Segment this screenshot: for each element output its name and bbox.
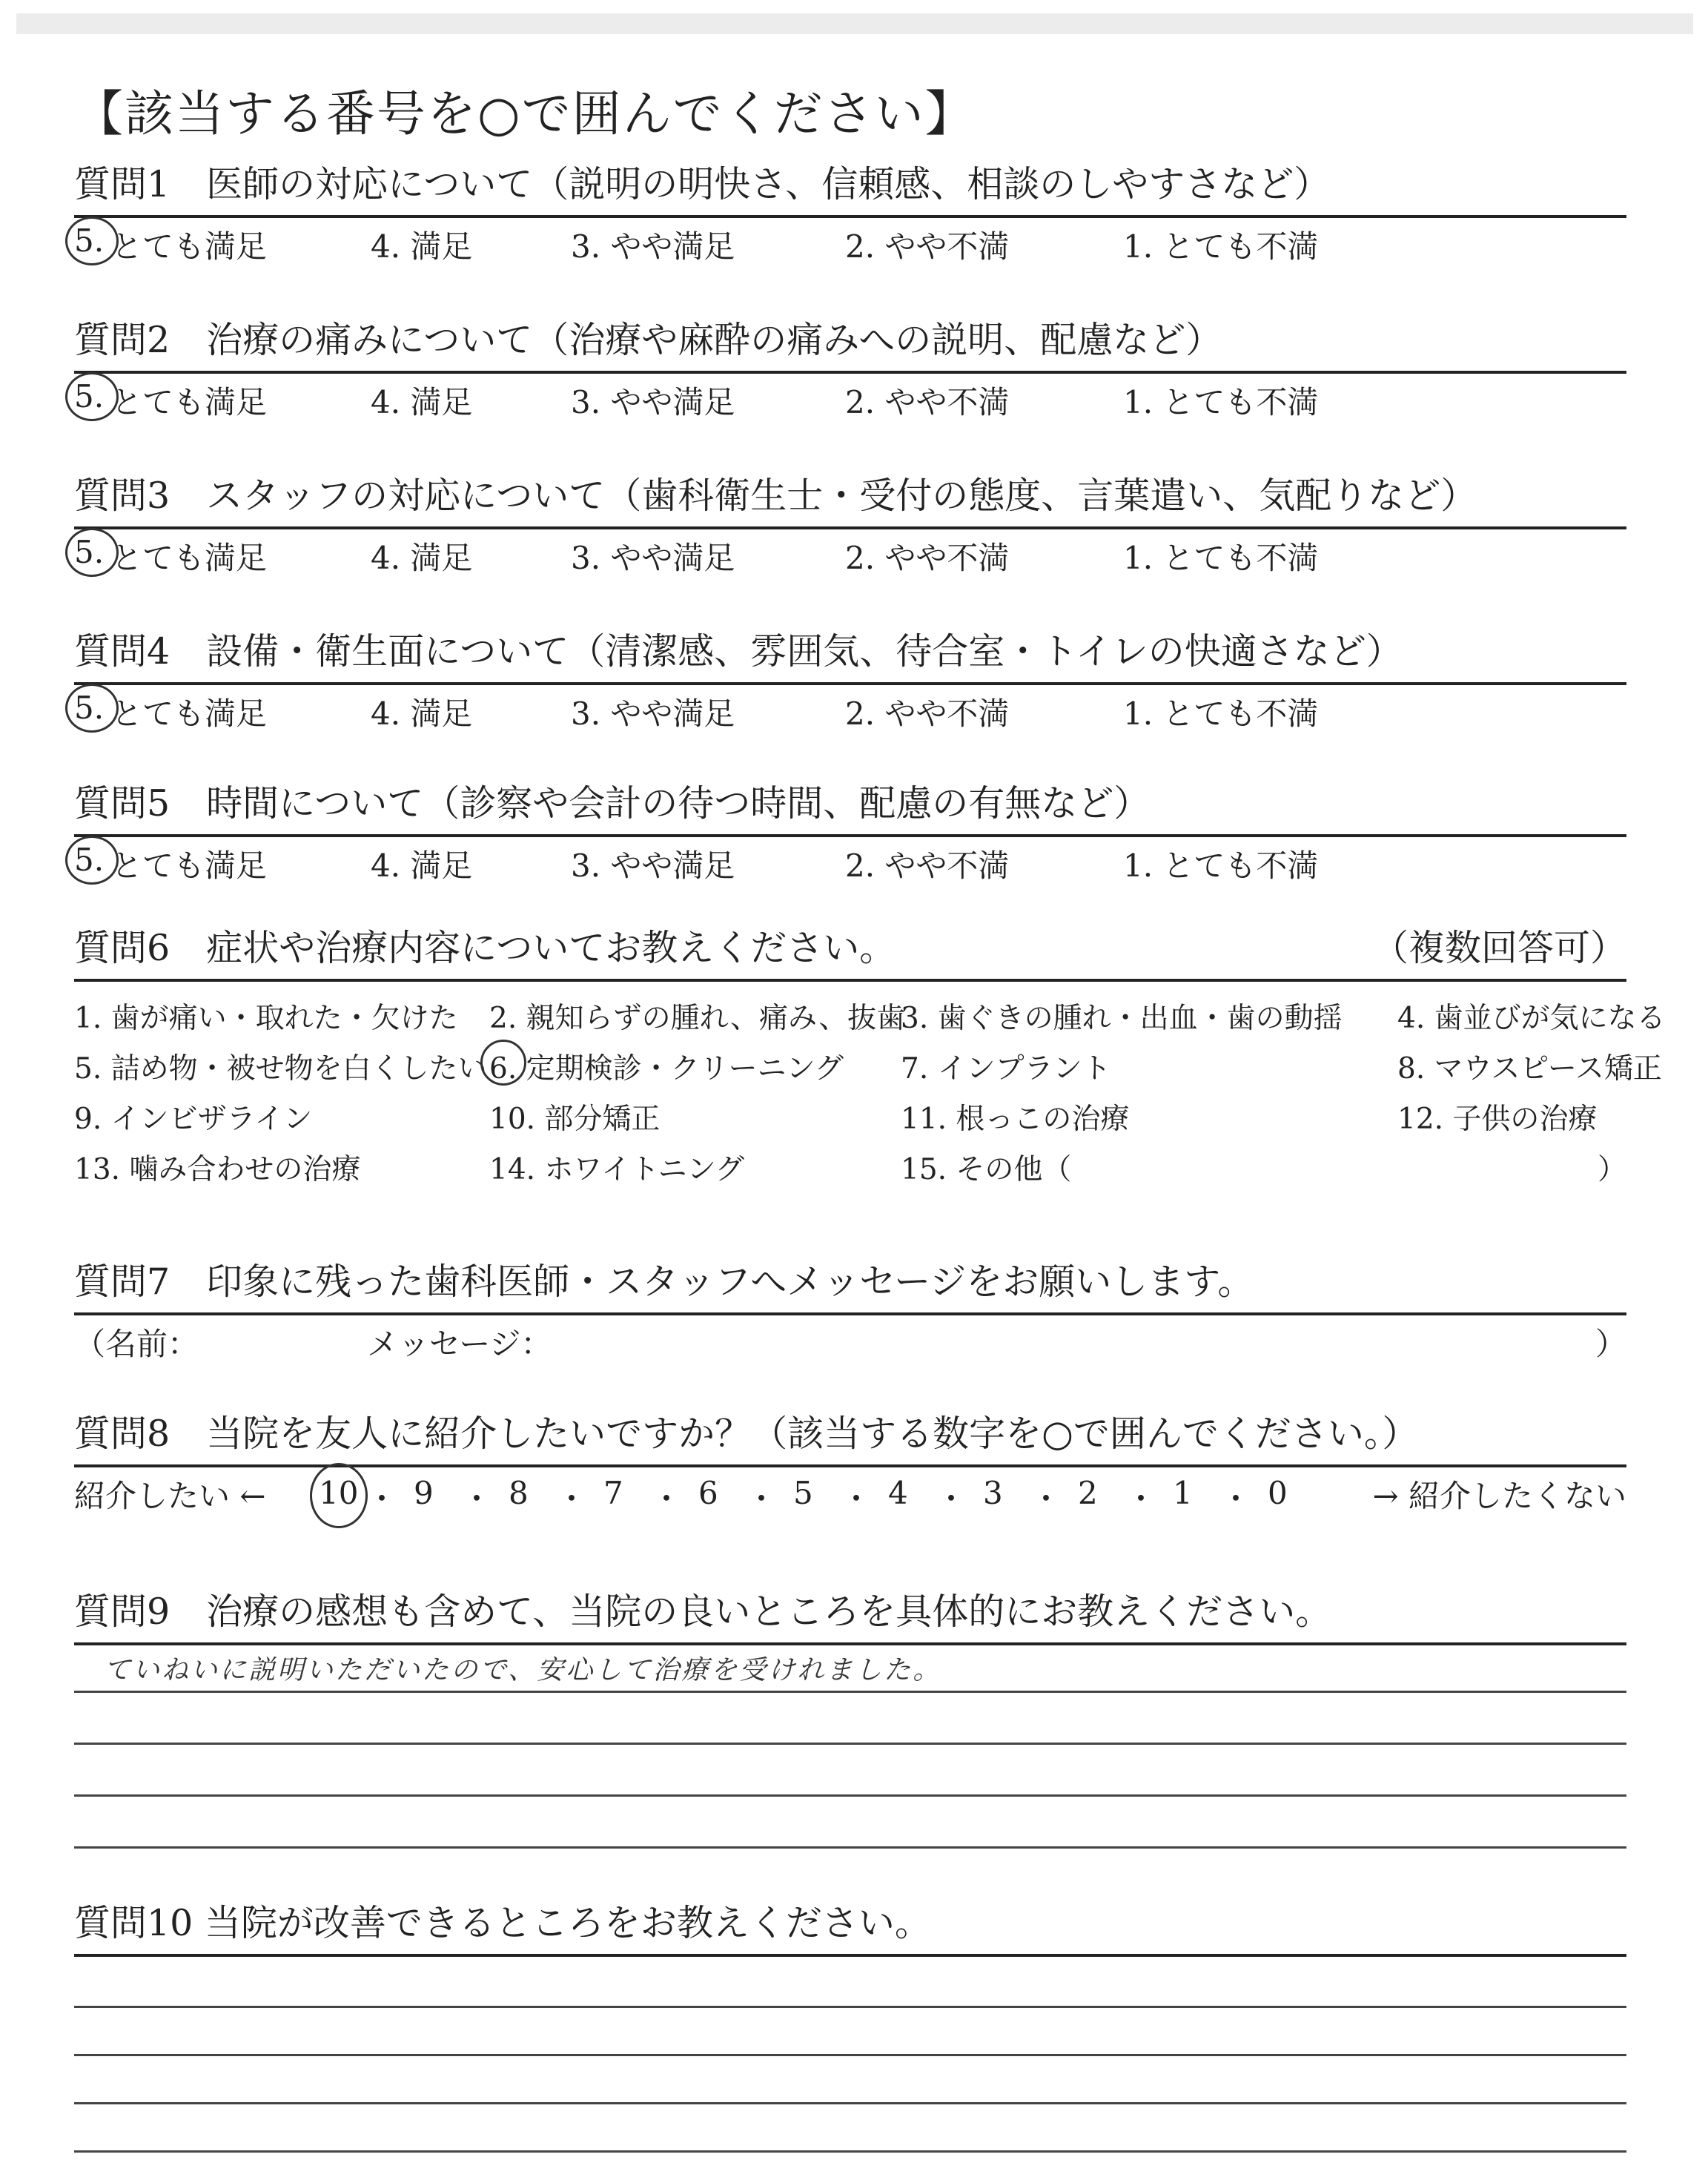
q2-option[interactable]: とても満足 — [111, 384, 268, 420]
q6-option[interactable]: 4. 歯並びが気になる — [1397, 1002, 1666, 1035]
scale-6[interactable]: 6 — [698, 1475, 718, 1511]
q1-option[interactable]: 3. やや満足 — [571, 228, 735, 265]
q6-option[interactable]: 13. 噛み合わせの治療 — [74, 1153, 361, 1186]
q8-right-label: → 紹介したくない — [1372, 1478, 1626, 1514]
scale-separator: ・ — [461, 1481, 493, 1517]
q5-option[interactable]: 1. とても不満 — [1123, 848, 1319, 884]
scale-0[interactable]: 0 — [1268, 1475, 1288, 1511]
q4-option[interactable]: 1. とても不満 — [1123, 696, 1319, 732]
hand-drawn-circle — [65, 684, 119, 733]
q8-left-label: 紹介したい ← — [74, 1478, 266, 1514]
q3-title: 質問3 スタッフの対応について（歯科衛生士・受付の態度、言葉遣い、気配りなど） — [74, 475, 1477, 517]
q8-scale — [74, 1467, 1626, 1527]
q6-note: （複数回答可） — [1371, 927, 1626, 969]
q7-close-paren: ） — [1595, 1326, 1626, 1362]
q4-title: 質問4 設備・衛生面について（清潔感、雰囲気、待合室・トイレの快適さなど） — [74, 630, 1403, 673]
scale-separator: ・ — [841, 1481, 873, 1517]
question-10 — [74, 1895, 1626, 1957]
question-3 — [74, 467, 1626, 581]
q3-heading — [74, 467, 1626, 529]
q6-options-grid — [74, 982, 1666, 1204]
q10-answer-line — [74, 2054, 1626, 2056]
scale-8[interactable]: 8 — [509, 1475, 529, 1511]
q4-options — [74, 685, 1626, 737]
q7-heading — [74, 1253, 1626, 1315]
q3-option[interactable]: とても満足 — [111, 540, 268, 576]
scale-separator: ・ — [936, 1481, 967, 1517]
q6-option[interactable]: 9. インビザライン — [74, 1103, 313, 1136]
q9-handwritten-answer: ていねいに説明いただいたので、安心して治療を受けれました。 — [104, 1655, 942, 1685]
q6-option[interactable]: 6. 定期検診・クリーニング — [489, 1052, 844, 1086]
hand-drawn-circle — [65, 528, 119, 577]
scale-2[interactable]: 2 — [1078, 1475, 1098, 1511]
q2-option[interactable]: 2. やや不満 — [845, 384, 1010, 420]
q1-option[interactable]: とても満足 — [111, 228, 268, 265]
q6-option[interactable]: 14. ホワイトニング — [489, 1153, 744, 1186]
scale-10[interactable]: 10 — [319, 1475, 359, 1511]
q10-answer-line — [74, 2150, 1626, 2153]
question-9 — [74, 1583, 1626, 1645]
scale-separator: ・ — [366, 1481, 398, 1517]
q3-option[interactable]: 4. 満足 — [371, 540, 473, 576]
scale-separator: ・ — [1125, 1481, 1157, 1517]
q7-message-label: メッセージ： — [367, 1326, 552, 1362]
q7-title: 質問7 印象に残った歯科医師・スタッフへメッセージをお願いします。 — [74, 1261, 1254, 1303]
q1-option[interactable]: 1. とても不満 — [1123, 228, 1319, 265]
q9-answer-line — [74, 1846, 1626, 1849]
question-8 — [74, 1405, 1626, 1527]
q5-option[interactable]: 5. — [74, 842, 105, 878]
q6-option[interactable]: 11. 根っこの治療 — [901, 1103, 1130, 1136]
q8-heading — [74, 1405, 1626, 1467]
question-4 — [74, 623, 1626, 737]
q4-option[interactable]: 2. やや不満 — [845, 696, 1010, 732]
q5-option[interactable]: 3. やや満足 — [571, 848, 735, 884]
q2-option[interactable]: 4. 満足 — [371, 384, 473, 420]
page-header: 【該当する番号を○で囲んでください】 — [74, 85, 976, 142]
question-7 — [74, 1253, 1626, 1367]
q6-option[interactable]: 2. 親知らずの腫れ、痛み、抜歯 — [489, 1002, 906, 1035]
question-6 — [74, 919, 1666, 1204]
q8-title: 質問8 当院を友人に紹介したいですか？（該当する数字を○で囲んでください。） — [74, 1413, 1419, 1455]
q2-heading — [74, 311, 1626, 374]
q2-option[interactable]: 1. とても不満 — [1123, 384, 1319, 420]
hand-drawn-circle — [65, 836, 119, 885]
q2-option[interactable]: 3. やや満足 — [571, 384, 735, 420]
question-5 — [74, 775, 1626, 889]
q1-option[interactable]: 5. — [74, 222, 105, 259]
scale-separator: ・ — [746, 1481, 778, 1517]
q10-answer-line — [74, 2102, 1626, 2104]
q6-option[interactable]: ） — [1597, 1153, 1626, 1186]
q3-option[interactable]: 2. やや不満 — [845, 540, 1010, 576]
scan-edge — [16, 13, 1693, 34]
scale-separator: ・ — [556, 1481, 588, 1517]
q6-option[interactable]: 8. マウスピース矯正 — [1397, 1052, 1662, 1086]
q4-heading — [74, 623, 1626, 685]
hand-drawn-circle — [65, 217, 119, 265]
question-2 — [74, 311, 1626, 426]
q7-answer-row — [74, 1315, 1626, 1367]
q6-option[interactable]: 7. インプラント — [901, 1052, 1111, 1086]
q6-option[interactable]: 15. その他（ — [901, 1153, 1072, 1186]
q5-option[interactable]: 4. 満足 — [371, 848, 473, 884]
scale-5[interactable]: 5 — [793, 1475, 813, 1511]
q2-options — [74, 374, 1626, 426]
q5-options — [74, 837, 1626, 889]
q4-option[interactable]: 3. やや満足 — [571, 696, 735, 732]
q4-option[interactable]: 5. — [74, 690, 105, 726]
q5-title: 質問5 時間について（診察や会計の待つ時間、配慮の有無など） — [74, 782, 1151, 825]
q1-option[interactable]: 4. 満足 — [371, 228, 473, 265]
scale-separator: ・ — [651, 1481, 683, 1517]
q6-title: 質問6 症状や治療内容についてお教えください。 — [74, 927, 896, 969]
scale-7[interactable]: 7 — [603, 1475, 623, 1511]
q4-option[interactable]: 4. 満足 — [371, 696, 473, 732]
q9-title: 質問9 治療の感想も含めて、当院の良いところを具体的にお教えください。 — [74, 1591, 1332, 1633]
scale-9[interactable]: 9 — [414, 1475, 434, 1511]
q9-heading — [74, 1583, 1626, 1645]
q9-answer-line — [74, 1691, 1626, 1693]
q10-answer-line — [74, 2006, 1626, 2008]
q4-option[interactable]: とても満足 — [111, 696, 268, 732]
q1-title: 質問1 医師の対応について（説明の明快さ、信頼感、相談のしやすさなど） — [74, 163, 1331, 205]
q5-heading — [74, 775, 1626, 837]
q6-heading — [74, 919, 1626, 982]
q9-answer-line — [74, 1743, 1626, 1745]
q2-option[interactable]: 5. — [74, 378, 105, 415]
q3-option[interactable]: 3. やや満足 — [571, 540, 735, 576]
q1-heading — [74, 156, 1626, 218]
q7-name-label: （名前： — [74, 1326, 199, 1362]
q6-option[interactable]: 10. 部分矯正 — [489, 1103, 661, 1136]
q6-option[interactable]: 12. 子供の治療 — [1397, 1103, 1598, 1136]
q1-option[interactable]: 2. やや不満 — [845, 228, 1010, 265]
q6-option[interactable]: 1. 歯が痛い・取れた・欠けた — [74, 1002, 458, 1035]
q2-title: 質問2 治療の痛みについて（治療や麻酔の痛みへの説明、配慮など） — [74, 319, 1222, 361]
hand-drawn-circle — [310, 1463, 368, 1528]
scale-4[interactable]: 4 — [888, 1475, 908, 1511]
q6-option[interactable]: 5. 詰め物・被せ物を白くしたい — [74, 1052, 487, 1086]
q9-answer-line — [74, 1794, 1626, 1797]
q5-option[interactable]: とても満足 — [111, 848, 268, 884]
q10-heading — [74, 1895, 1626, 1957]
hand-drawn-circle — [65, 372, 119, 421]
scale-1[interactable]: 1 — [1173, 1475, 1193, 1511]
q3-option[interactable]: 5. — [74, 534, 105, 570]
hand-drawn-circle — [480, 1040, 526, 1086]
q3-option[interactable]: 1. とても不満 — [1123, 540, 1319, 576]
scale-separator: ・ — [1220, 1481, 1252, 1517]
q3-options — [74, 529, 1626, 581]
q1-options — [74, 218, 1626, 270]
question-1 — [74, 156, 1626, 270]
scale-separator: ・ — [1030, 1481, 1062, 1517]
q6-option[interactable]: 3. 歯ぐきの腫れ・出血・歯の動揺 — [901, 1002, 1343, 1035]
q10-title: 質問10 当院が改善できるところをお教えください。 — [74, 1902, 931, 1944]
q5-option[interactable]: 2. やや不満 — [845, 848, 1010, 884]
scale-3[interactable]: 3 — [983, 1475, 1003, 1511]
